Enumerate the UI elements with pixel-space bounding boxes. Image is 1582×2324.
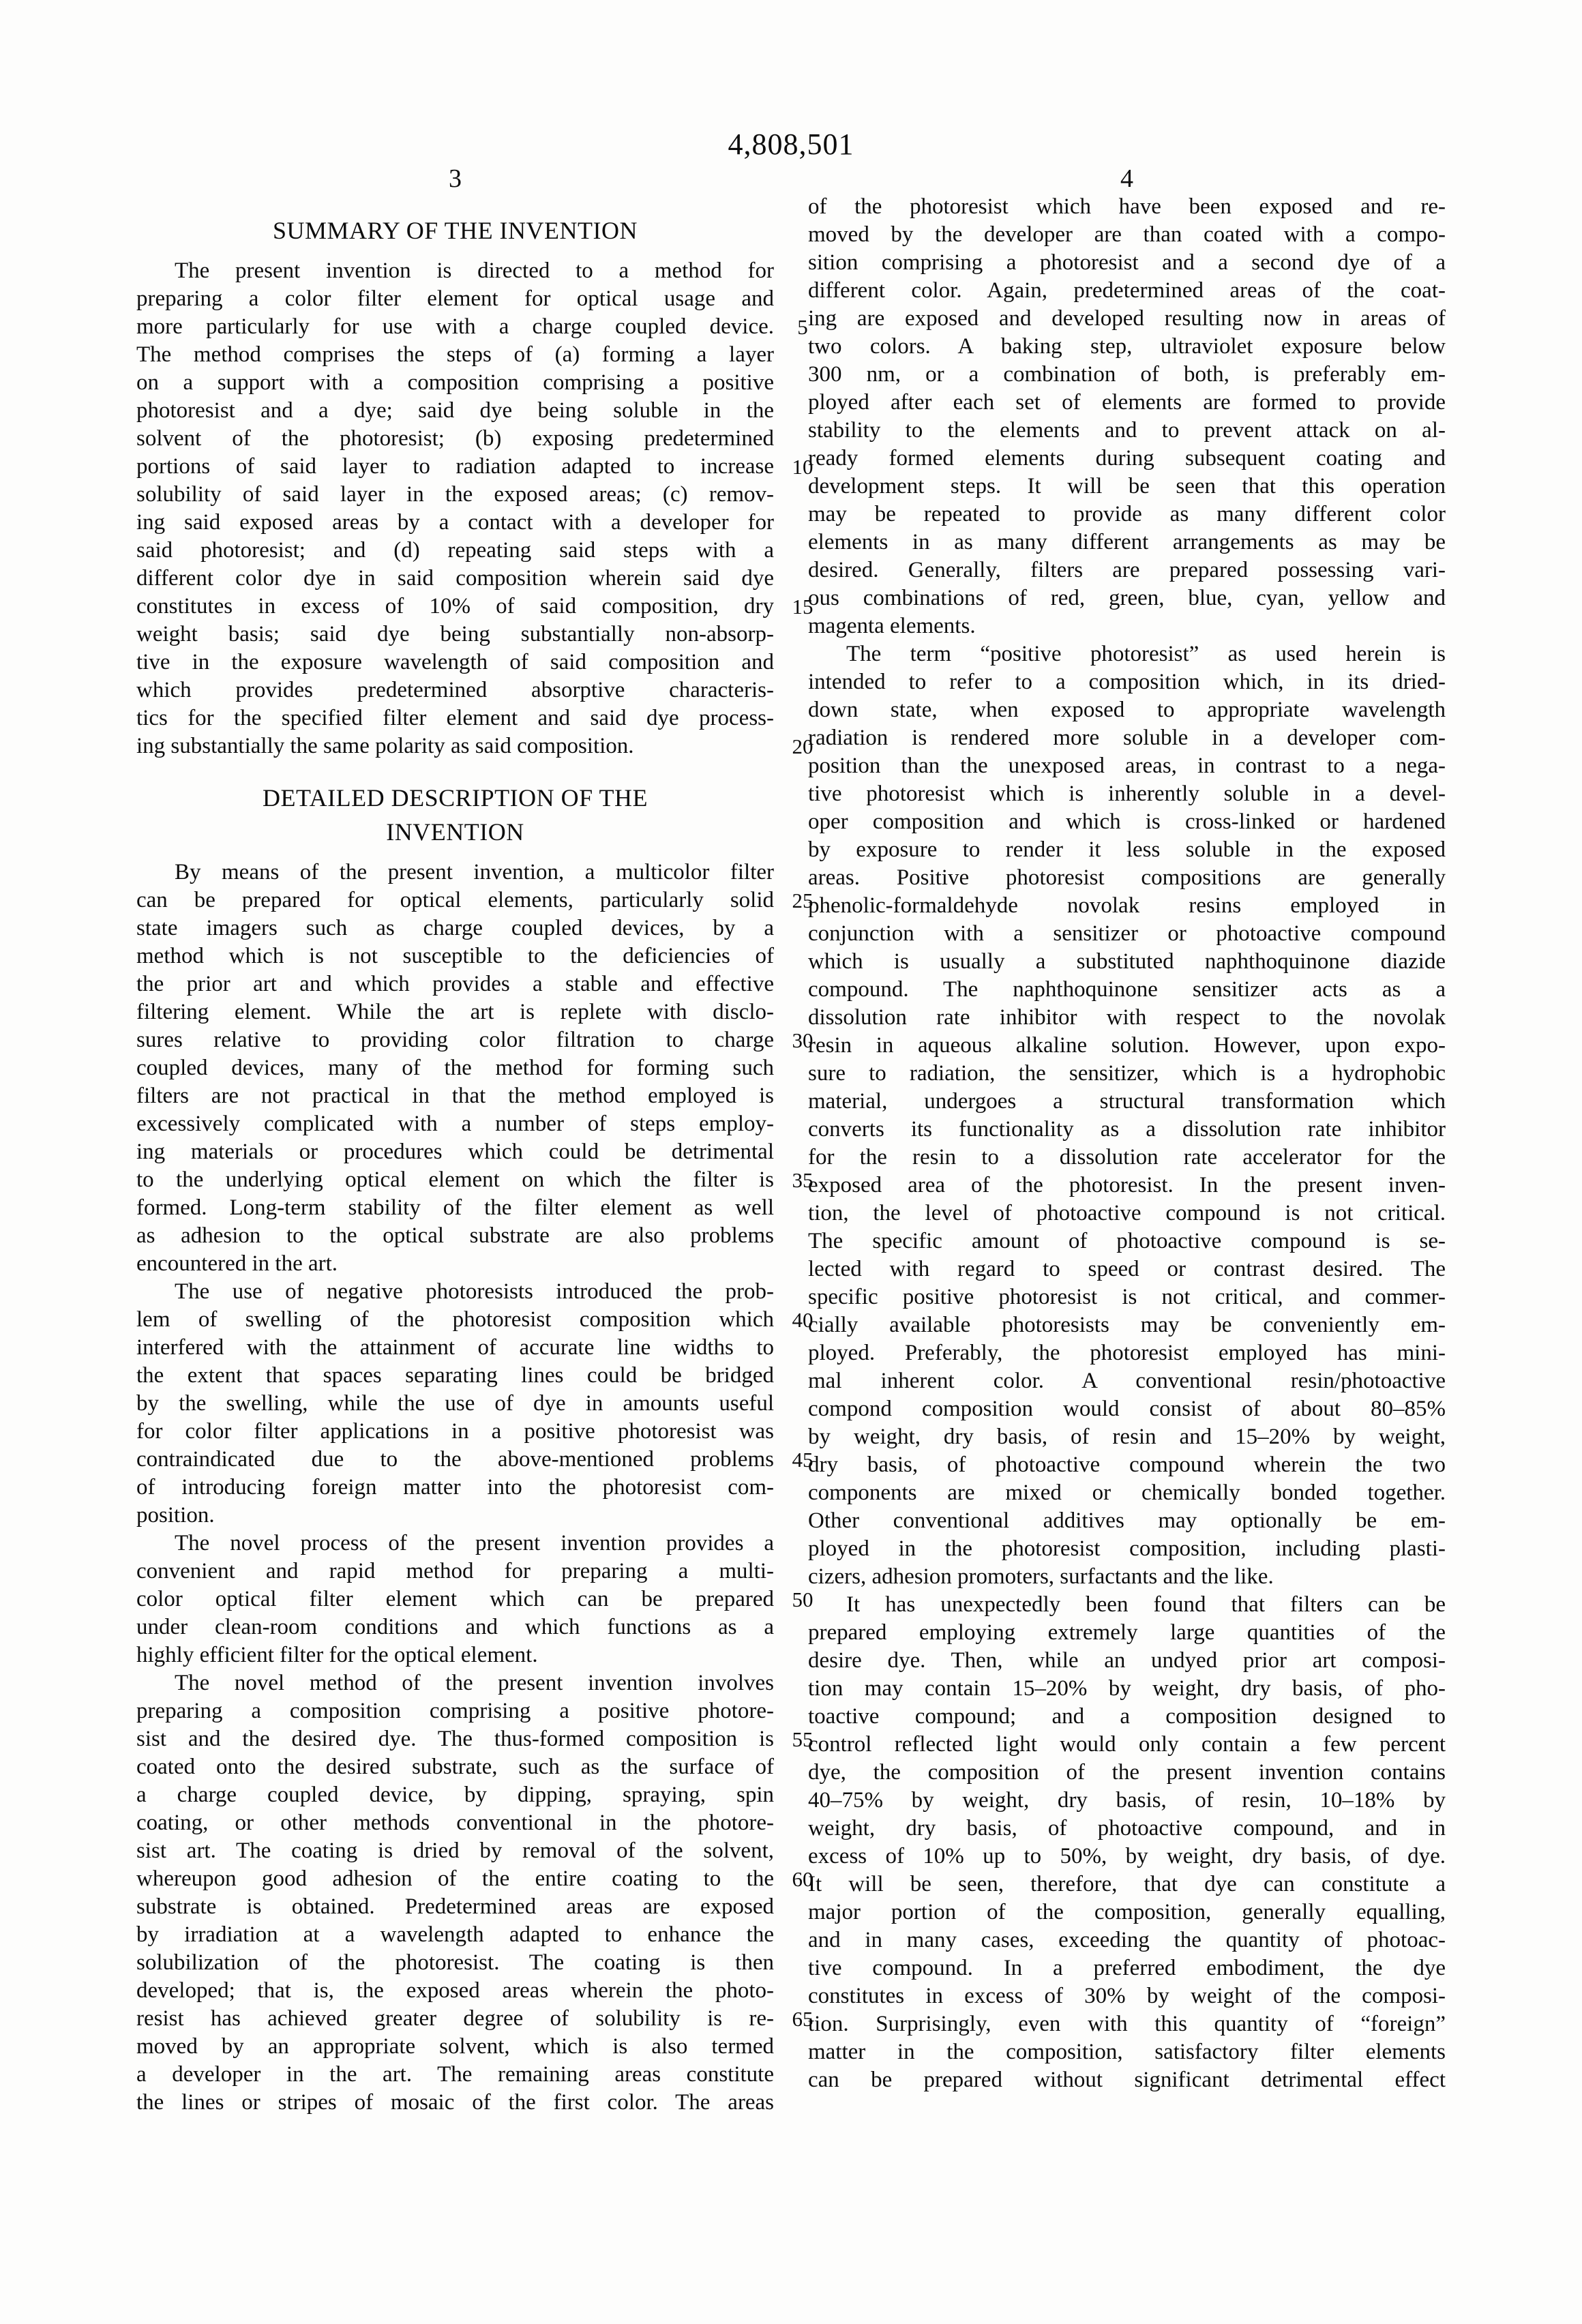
page-body — [136, 193, 1446, 2117]
text-line: highly efficient filter for the optical element. — [136, 1643, 538, 1667]
text-line: compound. The naphthoquinone sensitizer acts as a — [808, 977, 1446, 1002]
text-line: The present invention is directed to a method for — [175, 258, 774, 283]
left-column — [136, 193, 814, 2117]
text-line: state imagers such as charge coupled devices, by a — [136, 916, 774, 940]
text-line: tive in the exposure wavelength of said composition and — [136, 650, 774, 674]
text-line: coating, or other methods conventional in the photore- — [136, 1811, 774, 1835]
text-line: desire dye. Then, while an undyed prior art composi- — [808, 1648, 1446, 1673]
line-number: 5 — [797, 315, 808, 339]
text-line: interfered with the attainment of accurate line widths to — [136, 1335, 774, 1360]
line-number: 45 — [792, 1448, 814, 1472]
text-line: ployed after each set of elements are formed to provide — [808, 390, 1446, 415]
text-line: filtering element. While the art is replete with disclo- — [136, 1000, 774, 1024]
text-line: by exposure to render it less soluble in the exposed — [808, 837, 1446, 862]
text-line: lem of swelling of the photoresist composition which 40 — [136, 1306, 774, 1334]
line-number: 20 — [792, 734, 814, 758]
text-line: two colors. A baking step, ultraviolet exposure below — [808, 334, 1446, 359]
text-line: lected with regard to speed or contrast desired. The — [808, 1257, 1446, 1281]
text-line: of introducing foreign matter into the photoresist com- — [136, 1475, 774, 1500]
text-line: ready formed elements during subsequent coating and — [808, 446, 1446, 471]
text-line: constitutes in excess of 10% of said composition, dry 15 — [136, 593, 774, 621]
text-line: tics for the specified filter element and said dye process- — [136, 706, 774, 730]
text-line: elements in as many different arrangements as may be — [808, 530, 1446, 554]
paragraph — [808, 193, 1446, 640]
text-line: method which is not susceptible to the deficiencies of — [136, 944, 774, 968]
section-heading-line: SUMMARY OF THE INVENTION — [272, 217, 638, 244]
text-line: cizers, adhesion promoters, surfactants and the like. — [808, 1564, 1274, 1589]
text-line: as adhesion to the optical substrate are also problems — [136, 1223, 774, 1248]
text-line: ing said exposed areas by a contact with a developer for — [136, 510, 774, 535]
text-line: can be prepared without significant detrimental effect — [808, 2068, 1446, 2092]
section-heading — [136, 781, 774, 849]
text-line: sition comprising a photoresist and a second dye of a — [808, 250, 1446, 275]
text-line: which provides predetermined absorptive characteris- — [136, 678, 774, 702]
text-line: said photoresist; and (d) repeating said steps with a — [136, 538, 774, 563]
text-line: 300 nm, or a combination of both, is preferably em- — [808, 362, 1446, 387]
text-line: Other conventional additives may optionally be em- — [808, 1508, 1446, 1533]
text-line: resin in aqueous alkaline solution. However, upon expo- — [808, 1033, 1446, 1058]
text-line: weight basis; said dye being substantially non-absorp- — [136, 622, 774, 646]
line-number: 65 — [792, 2007, 814, 2031]
text-line: major portion of the composition, generally equalling, — [808, 1900, 1446, 1924]
text-line: which is usually a substituted naphthoquinone diazide — [808, 949, 1446, 974]
text-line: different color. Again, predetermined areas of the coat- — [808, 278, 1446, 303]
text-line: position than the unexposed areas, in contrast to a nega- — [808, 754, 1446, 778]
text-line: magenta elements. — [808, 614, 976, 638]
text-line: coated onto the desired substrate, such as the surface of — [136, 1755, 774, 1779]
text-line: ous combinations of red, green, blue, cyan, yellow and — [808, 586, 1446, 610]
line-number: 50 — [792, 1588, 814, 1611]
text-line: whereupon good adhesion of the entire coating to the 60 — [136, 1865, 774, 1893]
text-line: ing materials or procedures which could be detrimental — [136, 1139, 774, 1164]
text-line: solvent of the photoresist; (b) exposing predetermined — [136, 426, 774, 451]
line-number: 35 — [792, 1168, 814, 1192]
line-number: 60 — [792, 1867, 814, 1891]
text-line: cially available photoresists may be conveniently em- — [808, 1313, 1446, 1337]
text-line: position. — [136, 1503, 215, 1528]
text-line: The term “positive photoresist” as used herein is — [846, 642, 1446, 666]
text-line: control reflected light would only contain a few percent — [808, 1732, 1446, 1757]
text-line: tion may contain 15–20% by weight, dry basis, of pho- — [808, 1676, 1446, 1701]
text-line: ing are exposed and developed resulting now in areas of — [808, 306, 1446, 331]
text-line: down state, when exposed to appropriate wavelength — [808, 698, 1446, 722]
line-number: 55 — [792, 1727, 814, 1751]
text-line: developed; that is, the exposed areas wherein the photo- — [136, 1978, 774, 2003]
line-number: 15 — [792, 595, 814, 619]
text-line: intended to refer to a composition which, in its dried- — [808, 670, 1446, 694]
text-line: The novel method of the present invention involves — [175, 1671, 774, 1695]
text-line: sure to radiation, the sensitizer, which is a hydrophobic — [808, 1061, 1446, 1086]
text-line: radiation is rendered more soluble in a developer com- — [808, 726, 1446, 750]
text-line: dissolution rate inhibitor with respect to the novolak — [808, 1005, 1446, 1030]
text-line: by the swelling, while the use of dye in amounts useful — [136, 1391, 774, 1416]
text-line: contraindicated due to the above-mentioned problems 45 — [136, 1446, 774, 1474]
text-line: may be repeated to provide as many different color — [808, 502, 1446, 526]
text-line: conjunction with a sensitizer or photoactive compound — [808, 921, 1446, 946]
text-line: to the underlying optical element on which the filter is 35 — [136, 1166, 774, 1194]
paragraph — [136, 1669, 814, 2117]
text-line: 40–75% by weight, dry basis, of resin, 10–18% by — [808, 1788, 1446, 1813]
text-line: can be prepared for optical elements, particularly solid 25 — [136, 887, 774, 914]
text-line: encountered in the art. — [136, 1251, 338, 1276]
text-line: formed. Long-term stability of the filter element as well — [136, 1195, 774, 1220]
text-line: photoresist and a dye; said dye being soluble in the — [136, 398, 774, 423]
column-number-left: 3 — [449, 164, 462, 193]
right-column — [808, 193, 1446, 2117]
column-number-right: 4 — [1120, 164, 1133, 193]
text-line: tion, the level of photoactive compound is not critical. — [808, 1201, 1446, 1225]
text-line: more particularly for use with a charge coupled device. 5 — [136, 313, 774, 341]
text-line: solubilization of the photoresist. The coating is then — [136, 1950, 774, 1975]
text-line: prepared employing extremely large quantities of the — [808, 1620, 1446, 1645]
text-line: on a support with a composition comprising a positive — [136, 370, 774, 395]
text-line: The specific amount of photoactive compound is se- — [808, 1229, 1446, 1253]
paragraph — [136, 1278, 814, 1530]
text-line: preparing a color filter element for optical usage and — [136, 286, 774, 311]
text-line: dye, the composition of the present invention contains — [808, 1760, 1446, 1785]
text-line: constitutes in excess of 30% by weight of the composi- — [808, 1984, 1446, 2008]
text-line: The use of negative photoresists introduced the prob- — [175, 1279, 774, 1304]
text-line: color optical filter element which can be prepared 50 — [136, 1585, 774, 1613]
section-heading-line: DETAILED DESCRIPTION OF THE — [263, 784, 648, 811]
text-line: ing substantially the same polarity as said composition. 20 — [136, 732, 774, 760]
text-line: oper composition and which is cross-linked or hardened — [808, 809, 1446, 834]
line-number: 25 — [792, 889, 814, 912]
text-line: a charge coupled device, by dipping, spraying, spin — [136, 1783, 774, 1807]
text-line: ployed in the photoresist composition, including plasti- — [808, 1536, 1446, 1561]
text-line: The method comprises the steps of (a) forming a layer — [136, 342, 774, 367]
text-line: the prior art and which provides a stable and effective — [136, 972, 774, 996]
text-line: different color dye in said composition wherein said dye — [136, 566, 774, 591]
text-line: material, undergoes a structural transformation which — [808, 1089, 1446, 1114]
text-line: mal inherent color. A conventional resin/photoactive — [808, 1369, 1446, 1393]
text-line: It has unexpectedly been found that filters can be — [846, 1592, 1446, 1617]
text-line: moved by the developer are than coated with a compo- — [808, 222, 1446, 247]
text-line: preparing a composition comprising a positive photore- — [136, 1699, 774, 1723]
text-line: tion. Surprisingly, even with this quantity of “foreign” — [808, 2012, 1446, 2036]
text-line: convenient and rapid method for preparing a multi- — [136, 1559, 774, 1583]
text-line: by weight, dry basis, of resin and 15–20% by weight, — [808, 1425, 1446, 1449]
text-line: solubility of said layer in the exposed areas; (c) remov- — [136, 482, 774, 507]
text-line: converts its functionality as a dissolution rate inhibitor — [808, 1117, 1446, 1142]
text-line: phenolic-formaldehyde novolak resins employed in — [808, 893, 1446, 918]
line-number: 40 — [792, 1308, 814, 1332]
text-line: moved by an appropriate solvent, which is also termed — [136, 2034, 774, 2059]
text-line: portions of said layer to radiation adapted to increase 10 — [136, 453, 774, 481]
text-line: excess of 10% up to 50%, by weight, dry basis, of dye. — [808, 1844, 1446, 1868]
text-line: substrate is obtained. Predetermined areas are exposed — [136, 1894, 774, 1919]
text-line: toactive compound; and a composition designed to — [808, 1704, 1446, 1729]
text-line: exposed area of the photoresist. In the present inven- — [808, 1173, 1446, 1197]
line-number: 30 — [792, 1028, 814, 1052]
text-line: the lines or stripes of mosaic of the first color. The areas — [136, 2090, 774, 2115]
text-line: tive photoresist which is inherently soluble in a devel- — [808, 781, 1446, 806]
text-line: tive compound. In a preferred embodiment, the dye — [808, 1956, 1446, 1980]
text-line: weight, dry basis, of photoactive compound, and in — [808, 1816, 1446, 1841]
text-line: filters are not practical in that the method employed is — [136, 1084, 774, 1108]
text-line: sures relative to providing color filtration to charge 30 — [136, 1026, 774, 1054]
paragraph — [136, 257, 814, 760]
section-heading-line: INVENTION — [386, 818, 524, 846]
text-line: for the resin to a dissolution rate accelerator for the — [808, 1145, 1446, 1170]
text-line: areas. Positive photoresist compositions are generally — [808, 865, 1446, 890]
text-line: under clean-room conditions and which functions as a — [136, 1615, 774, 1639]
text-line: sist art. The coating is dried by removal of the solvent, — [136, 1838, 774, 1863]
text-line: compond composition would consist of about 80–85% — [808, 1397, 1446, 1421]
text-line: coupled devices, many of the method for forming such — [136, 1056, 774, 1080]
text-line: development steps. It will be seen that this operation — [808, 474, 1446, 498]
text-line: for color filter applications in a positive photoresist was — [136, 1419, 774, 1444]
text-line: sist and the desired dye. The thus-formed composition is 55 — [136, 1725, 774, 1753]
text-line: specific positive photoresist is not critical, and commer- — [808, 1285, 1446, 1309]
text-line: By means of the present invention, a multicolor filter — [175, 860, 774, 884]
text-line: the extent that spaces separating lines could be bridged — [136, 1363, 774, 1388]
text-line: resist has achieved greater degree of solubility is re- 65 — [136, 2005, 774, 2033]
line-number: 10 — [792, 455, 814, 479]
text-line: It will be seen, therefore, that dye can constitute a — [808, 1872, 1446, 1896]
text-line: a developer in the art. The remaining areas constitute — [136, 2062, 774, 2087]
patent-number: 4,808,501 — [728, 128, 854, 161]
paragraph — [808, 640, 1446, 1591]
section-heading — [136, 213, 774, 248]
text-line: matter in the composition, satisfactory filter elements — [808, 2040, 1446, 2064]
paragraph — [136, 859, 814, 1278]
text-line: by irradiation at a wavelength adapted to enhance the — [136, 1922, 774, 1947]
text-line: components are mixed or chemically bonded together. — [808, 1480, 1446, 1505]
text-line: dry basis, of photoactive compound wherein the two — [808, 1452, 1446, 1477]
text-line: and in many cases, exceeding the quantity of photoac- — [808, 1928, 1446, 1952]
text-line: ployed. Preferably, the photoresist employed has mini- — [808, 1341, 1446, 1365]
paragraph — [136, 1530, 814, 1669]
paragraph — [808, 1591, 1446, 2094]
text-line: excessively complicated with a number of steps employ- — [136, 1112, 774, 1136]
text-line: desired. Generally, filters are prepared possessing vari- — [808, 558, 1446, 582]
text-line: stability to the elements and to prevent attack on al- — [808, 418, 1446, 443]
text-line: The novel process of the present invention provides a — [175, 1531, 774, 1555]
text-line: of the photoresist which have been exposed and re- — [808, 194, 1446, 219]
